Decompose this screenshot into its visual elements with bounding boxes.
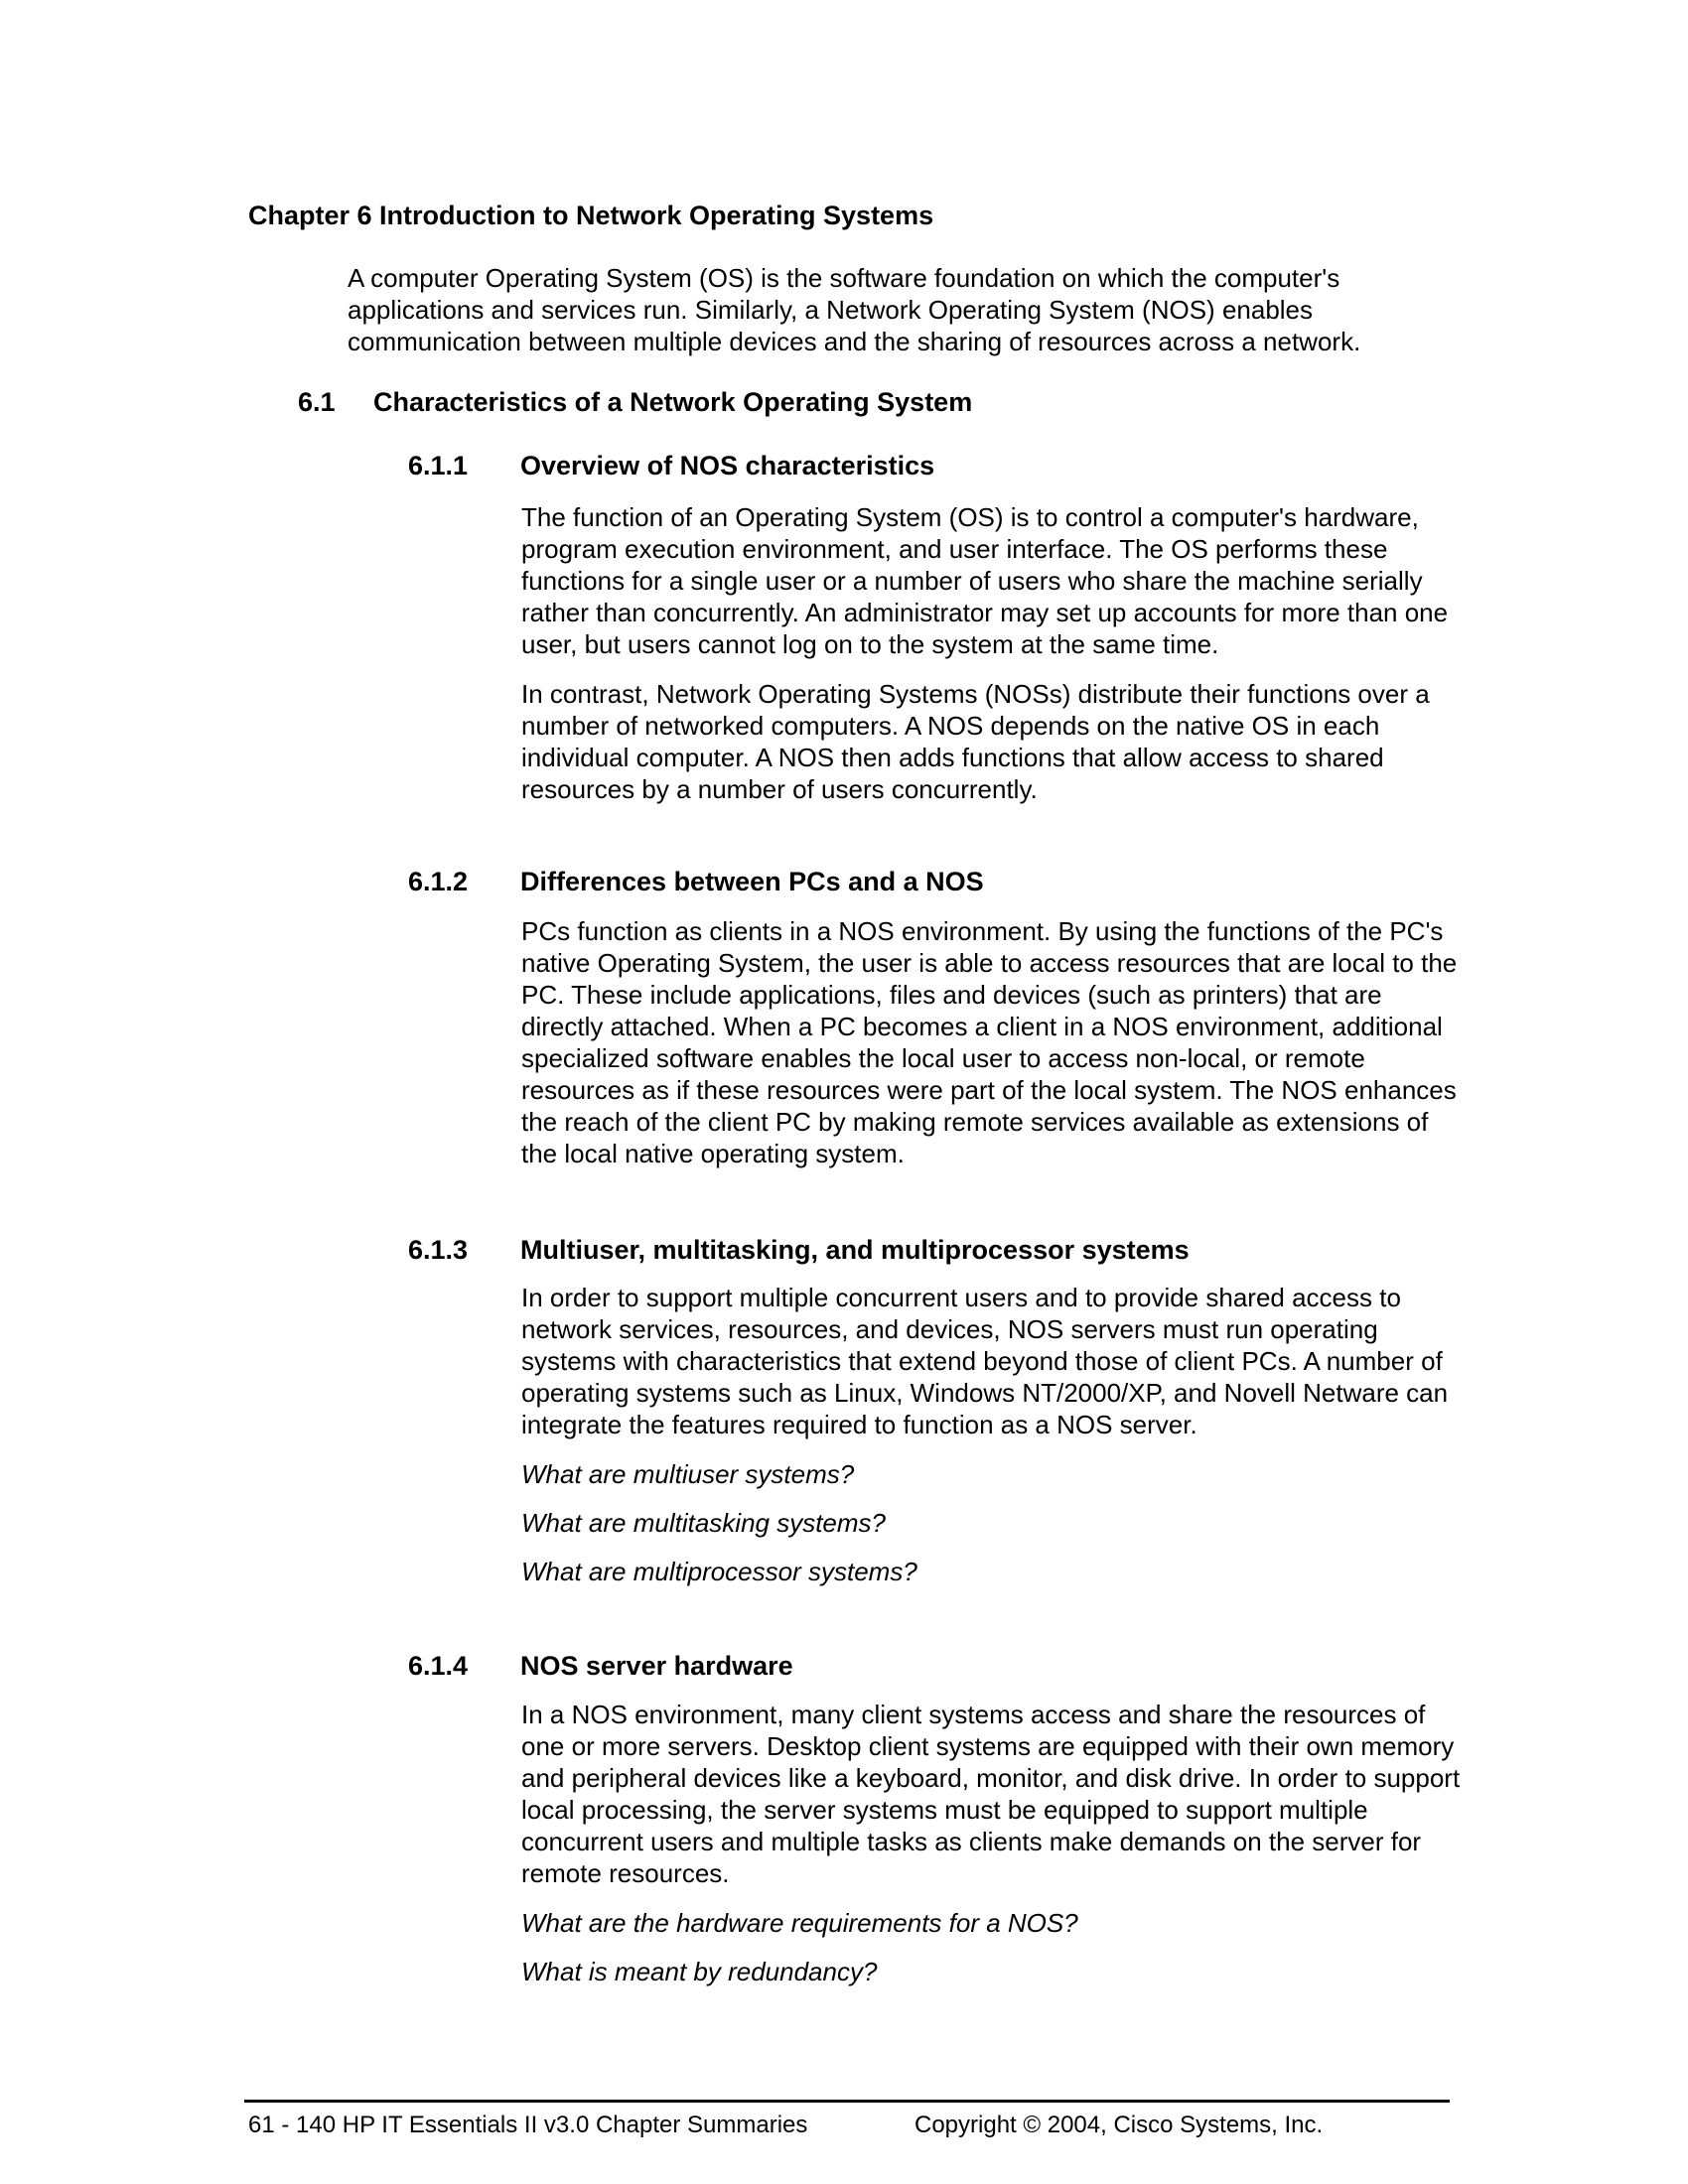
- paragraph: The function of an Operating System (OS) is to control a computer's hardware, program execution environment, and user interface. The OS performs these functions for a single user or a number of users who share the machine serially rather than concurrently. An administrator may set up accounts for more than one user, but users cannot log on to the system at the same time.: [521, 502, 1449, 659]
- subsection-heading: [408, 1649, 793, 1683]
- paragraph: In a NOS environment, many client systems access and share the resources of one or more servers. Desktop client systems are equipped with their own memory and peripheral devices like a keyboard, monitor, and disk drive. In order to support local processing, the server systems must be equipped to support multiple concurrent users and multiple tasks as clients make demands on the server for remote resources.: [521, 1700, 1461, 1888]
- subsection-body: [521, 1699, 1465, 2004]
- subsection-body: [521, 1282, 1465, 1604]
- subsection-heading: [408, 1233, 1190, 1267]
- footer-page-info: 61 - 140 HP IT Essentials II v3.0 Chapter Summaries: [248, 2112, 808, 2138]
- subsection-number: 6.1.2: [408, 867, 469, 896]
- footer-copyright: Copyright © 2004, Cisco Systems, Inc.: [914, 2112, 1324, 2138]
- subsection-body: [521, 915, 1465, 1187]
- question: What are the hardware requirements for a NOS?: [521, 1908, 1078, 1938]
- subsection-body: [521, 501, 1465, 823]
- subsection-heading: [408, 449, 934, 482]
- question: What are multiuser systems?: [521, 1459, 855, 1489]
- question: What are multitasking systems?: [521, 1508, 887, 1538]
- subsection-number: 6.1.1: [408, 451, 469, 480]
- section-title: Characteristics of a Network Operating System: [373, 387, 973, 417]
- paragraph: PCs function as clients in a NOS environment. By using the functions of the PC's native Operating System, the user is able to access resources that are local to the PC. These include applications, files and devices (such as printers) that are directly attached. When a PC becomes a client in a NOS environment, additional specialized software enables the local user to access non-local, or remote resources as if these resources were part of the local system. The NOS enhances the reach of the client PC by making remote services available as extensions of the local native operating system.: [521, 916, 1458, 1168]
- subsection-title: NOS server hardware: [520, 1651, 793, 1681]
- subsection-number: 6.1.3: [408, 1235, 469, 1265]
- subsection-number: 6.1.4: [408, 1651, 469, 1681]
- section-heading: [298, 385, 972, 419]
- section-number: 6.1: [298, 387, 336, 417]
- paragraph: In order to support multiple concurrent users and to provide shared access to network services, resources, and devices, NOS servers must run operating systems with characteristics that extend beyond those of client PCs. A number of operating systems such as Linux, Windows NT/2000/XP, and Novell Netware can integrate the features required to function as a NOS server.: [521, 1283, 1449, 1439]
- subsection-title: Overview of NOS characteristics: [520, 451, 935, 480]
- subsection-title: Multiuser, multitasking, and multiprocessor systems: [520, 1235, 1190, 1265]
- chapter-intro: A computer Operating System (OS) is the software foundation on which the computer's applications and services run. Similarly, a Network Operating System (NOS) enables communication between multiple devices and the sharing of resources across a network.: [348, 263, 1361, 356]
- question: What are multiprocessor systems?: [521, 1557, 917, 1586]
- paragraph: In contrast, Network Operating Systems (NOSs) distribute their functions over a number of networked computers. A NOS depends on the native OS in each individual computer. A NOS then adds functions that allow access to shared resources by a number of users concurrently.: [521, 679, 1430, 804]
- subsection-title: Differences between PCs and a NOS: [520, 867, 984, 896]
- subsection-heading: [408, 865, 984, 898]
- chapter-title: Chapter 6 Introduction to Network Operating Systems: [248, 201, 934, 230]
- footer-divider: [244, 2100, 1450, 2103]
- question: What is meant by redundancy?: [521, 1957, 878, 1986]
